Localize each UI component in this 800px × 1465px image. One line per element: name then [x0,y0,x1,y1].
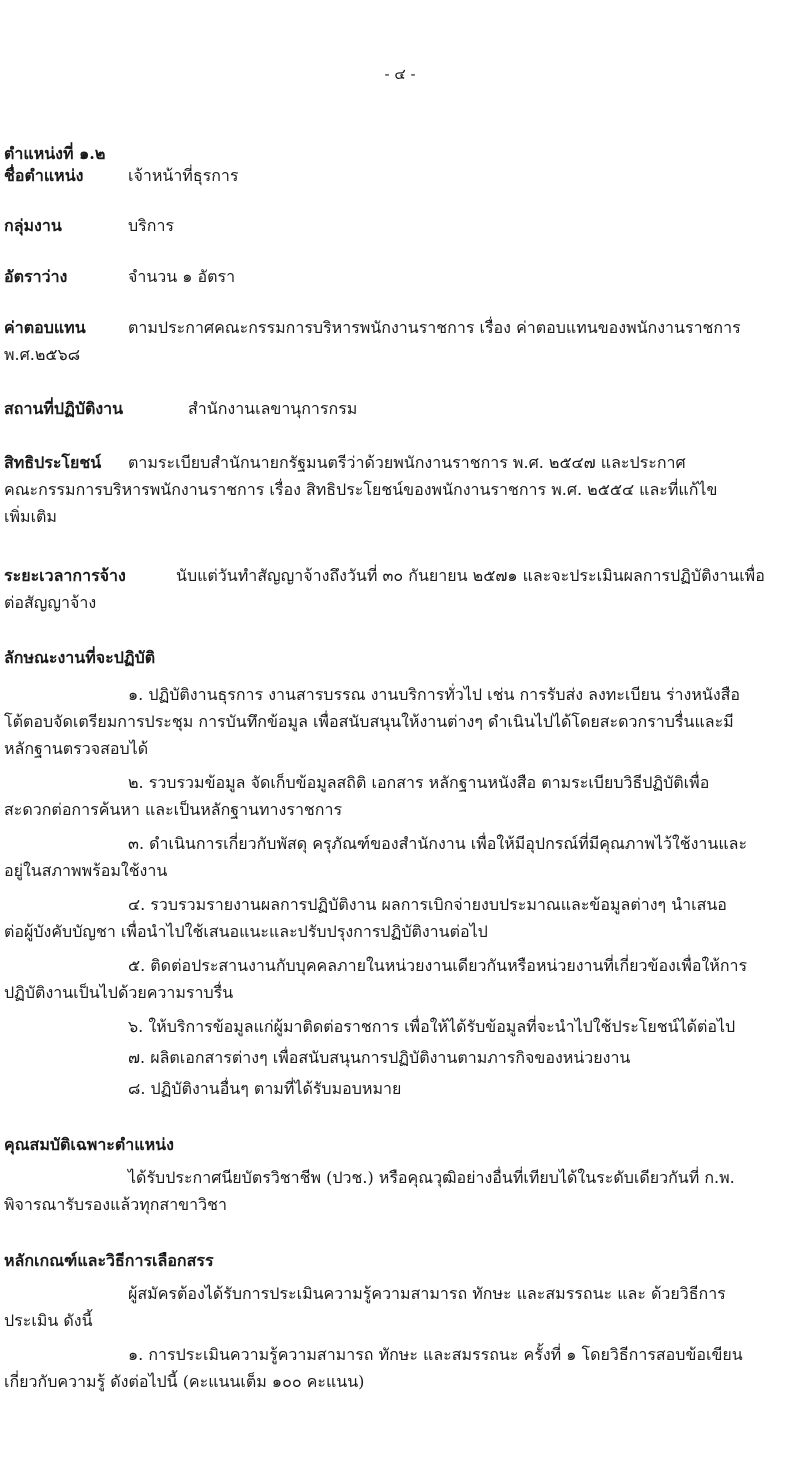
duty-2-line-2: สะดวกต่อการค้นหา และเป็นหลักฐานทางราชการ [4,800,343,819]
qualifications-heading: คุณสมบัติเฉพาะตำแหน่ง [4,1135,174,1154]
selection-intro-line-2: ประเมิน ดังนี้ [4,1311,93,1330]
duty-3-line-2: อยู่ในสภาพพร้อมใช้งาน [4,861,168,880]
selection-item-1-line-2: เกี่ยวกับความรู้ ดังต่อไปนี้ (คะแนนเต็ม ๑๐๐ คะแนน) [4,1372,365,1391]
qualifications-line-1: ได้รับประกาศนียบัตรวิชาชีพ (ปวช.) หรือคุณวุฒิอย่างอื่นที่เทียบได้ในระดับเดียวกันที่ ก.พ. [128,1168,735,1187]
duty-2-line-1: ๒. รวบรวมข้อมูล จัดเก็บข้อมูลสถิติ เอกสาร หลักฐานหนังสือ ตามระเบียบวิธีปฏิบัติเพื่อ [128,773,710,792]
duty-5-line-2: ปฏิบัติงานเป็นไปด้วยความราบรื่น [4,983,234,1002]
duty-4-line-1: ๔. รวบรวมรายงานผลการปฏิบัติงาน ผลการเบิกจ่ายงบประมาณและข้อมูลต่างๆ นำเสนอ [128,895,727,914]
benefits-line-2: คณะกรรมการบริหารพนักงานราชการ เรื่อง สิทธิประโยชน์ของพนักงานราชการ พ.ศ. ๒๕๕๔ และที่แก้ไข [4,480,718,499]
duty-1-line-3: หลักฐานตรวจสอบได้ [4,739,149,758]
duty-1-line-1: ๑. ปฏิบัติงานธุรการ งานสารบรรณ งานบริการทั่วไป เช่น การรับส่ง ลงทะเบียน ร่างหนังสือ [128,685,741,704]
duty-8: ๘. ปฏิบัติงานอื่นๆ ตามที่ได้รับมอบหมาย [128,1079,402,1098]
employment-term-line-1: นับแต่วันทำสัญญาจ้างถึงวันที่ ๓๐ กันยายน ๒๕๗๑ และจะประเมินผลการปฏิบัติงานเพื่อ [176,566,765,585]
employment-term-line-2: ต่อสัญญาจ้าง [4,593,97,612]
benefits-line-3: เพิ่มเติม [4,507,57,526]
duty-6: ๖. ให้บริการข้อมูลแก่ผู้มาติดต่อราชการ เพื่อให้ได้รับข้อมูลที่จะนำไปใช้ประโยชน์ได้ต่อไป [128,1017,736,1036]
duty-7: ๗. ผลิตเอกสารต่างๆ เพื่อสนับสนุนการปฏิบัติงานตามภารกิจของหน่วยงาน [128,1048,631,1067]
duty-5-line-1: ๕. ติดต่อประสานงานกับบุคคลภายในหน่วยงานเดียวกันหรือหน่วยงานที่เกี่ยวข้องเพื่อให้การ [128,956,748,975]
benefits-line-1: ตามระเบียบสำนักนายกรัฐมนตรีว่าด้วยพนักงานราชการ พ.ศ. ๒๕๔๗ และประกาศ [128,453,686,472]
work-group-label: กลุ่มงาน [4,216,62,235]
compensation-line-2: พ.ศ.๒๕๖๘ [4,345,81,364]
position-heading: ตำแหน่งที่ ๑.๒ [4,144,106,163]
employment-term-label: ระยะเวลาการจ้าง [4,566,126,585]
duty-4-line-2: ต่อผู้บังคับบัญชา เพื่อนำไปใช้เสนอแนะและปรับปรุงการปฏิบัติงานต่อไป [4,922,488,941]
benefits-label: สิทธิประโยชน์ [4,453,102,472]
position-name-value: เจ้าหน้าที่ธุรการ [128,166,239,185]
vacancy-label: อัตราว่าง [4,267,68,286]
selection-intro-line-1: ผู้สมัครต้องได้รับการประเมินความรู้ความสามารถ ทักษะ และสมรรถนะ และ ด้วยวิธีการ [128,1284,726,1303]
qualifications-line-2: พิจารณารับรองแล้วทุกสาขาวิชา [4,1195,227,1214]
selection-item-1-line-1: ๑. การประเมินความรู้ความสามารถ ทักษะ และสมรรถนะ ครั้งที่ ๑ โดยวิธีการสอบข้อเขียน [128,1345,743,1364]
position-name-label: ชื่อตำแหน่ง [4,166,84,185]
duty-1-line-2: โต้ตอบจัดเตรียมการประชุม การบันทึกข้อมูล เพื่อสนับสนุนให้งานต่างๆ ดำเนินไปได้โดยสะดวกราบรื่นและมี [4,712,734,731]
workplace-value: สำนักงานเลขานุการกรม [188,399,358,418]
compensation-line-1: ตามประกาศคณะกรรมการบริหารพนักงานราชการ เรื่อง ค่าตอบแทนของพนักงานราชการ [128,318,741,337]
duty-3-line-1: ๓. ดำเนินการเกี่ยวกับพัสดุ ครุภัณฑ์ของสำนักงาน เพื่อให้มีอุปกรณ์ที่มีคุณภาพไว้ใช้งานและ [128,834,748,853]
workplace-label: สถานที่ปฏิบัติงาน [4,399,124,418]
work-group-value: บริการ [128,216,175,235]
page-number: - ๔ - [384,65,416,83]
selection-heading: หลักเกณฑ์และวิธีการเลือกสรร [4,1251,214,1270]
compensation-label: ค่าตอบแทน [4,318,86,337]
duties-heading: ลักษณะงานที่จะปฏิบัติ [4,648,156,667]
vacancy-value: จำนวน ๑ อัตรา [128,267,236,286]
